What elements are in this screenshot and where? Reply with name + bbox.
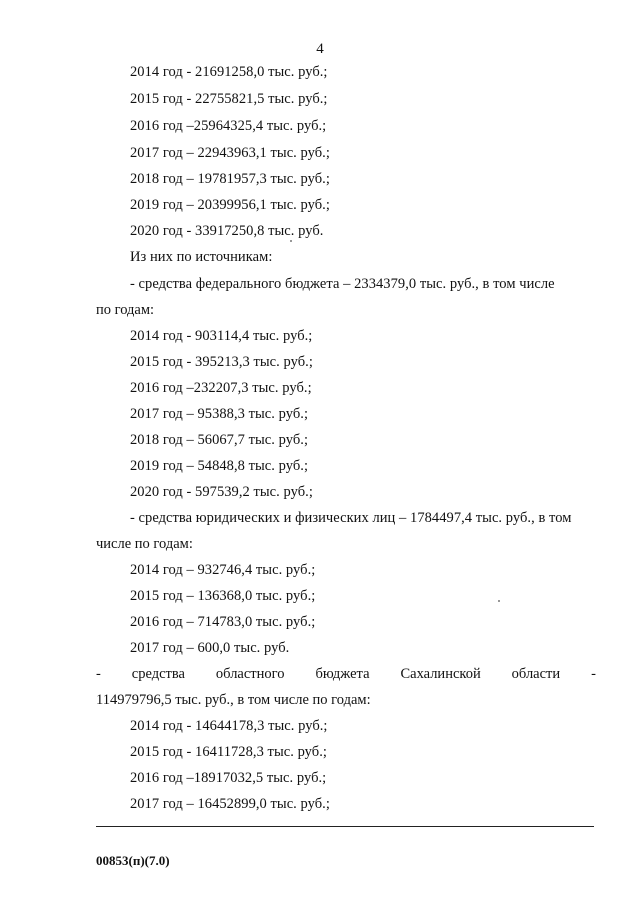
legal-year-line: 2017 год – 600,0 тыс. руб. xyxy=(130,640,290,656)
regional-word: средства xyxy=(131,666,185,682)
regional-budget-heading xyxy=(96,666,596,683)
scan-speck xyxy=(290,240,292,242)
federal-year-line: 2018 год – 56067,7 тыс. руб.; xyxy=(130,432,309,448)
regional-year-line: 2014 год - 14644178,3 тыс. руб.; xyxy=(130,718,328,734)
regional-word: областного xyxy=(215,666,285,682)
legal-year-line: 2014 год – 932746,4 тыс. руб.; xyxy=(130,562,316,578)
scan-speck xyxy=(498,600,500,602)
page-number: 4 xyxy=(316,41,324,57)
total-year-line: 2015 год - 22755821,5 тыс. руб.; xyxy=(130,91,328,107)
federal-budget-heading-cont: по годам: xyxy=(96,302,155,318)
total-year-line: 2016 год –25964325,4 тыс. руб.; xyxy=(130,118,327,134)
footer-document-code: 00853(п)(7.0) xyxy=(96,853,170,868)
regional-word: бюджета xyxy=(315,666,370,682)
legal-funds-heading: - средства юридических и физических лиц – 1784497,4 тыс. руб., в том xyxy=(130,510,572,526)
regional-year-line: 2015 год - 16411728,3 тыс. руб.; xyxy=(130,744,327,760)
total-year-line: 2019 год – 20399956,1 тыс. руб.; xyxy=(130,197,330,213)
total-year-line: 2017 год – 22943963,1 тыс. руб.; xyxy=(130,145,330,161)
total-year-line: 2020 год - 33917250,8 тыс. руб. xyxy=(130,223,324,239)
regional-word: Сахалинской xyxy=(400,666,481,682)
legal-year-line: 2015 год – 136368,0 тыс. руб.; xyxy=(130,588,316,604)
regional-budget-heading-cont: 114979796,5 тыс. руб., в том числе по годам: xyxy=(96,692,371,708)
federal-year-line: 2017 год – 95388,3 тыс. руб.; xyxy=(130,406,309,422)
federal-budget-heading: - средства федерального бюджета – 2334379,0 тыс. руб., в том числе xyxy=(130,276,555,292)
legal-funds-heading-cont: числе по годам: xyxy=(96,536,193,552)
regional-word: - xyxy=(96,666,101,682)
federal-year-line: 2020 год - 597539,2 тыс. руб.; xyxy=(130,484,313,500)
regional-word: - xyxy=(591,666,596,682)
sources-intro: Из них по источникам: xyxy=(130,249,273,265)
federal-year-line: 2014 год - 903114,4 тыс. руб.; xyxy=(130,328,313,344)
federal-year-line: 2016 год –232207,3 тыс. руб.; xyxy=(130,380,312,396)
regional-word: области xyxy=(511,666,561,682)
regional-year-line: 2017 год – 16452899,0 тыс. руб.; xyxy=(130,796,330,812)
federal-year-line: 2019 год – 54848,8 тыс. руб.; xyxy=(130,458,309,474)
total-year-line: 2014 год - 21691258,0 тыс. руб.; xyxy=(130,64,328,80)
regional-year-line: 2016 год –18917032,5 тыс. руб.; xyxy=(130,770,327,786)
legal-year-line: 2016 год – 714783,0 тыс. руб.; xyxy=(130,614,316,630)
footer-divider xyxy=(96,826,594,827)
federal-year-line: 2015 год - 395213,3 тыс. руб.; xyxy=(130,354,313,370)
total-year-line: 2018 год – 19781957,3 тыс. руб.; xyxy=(130,171,330,187)
